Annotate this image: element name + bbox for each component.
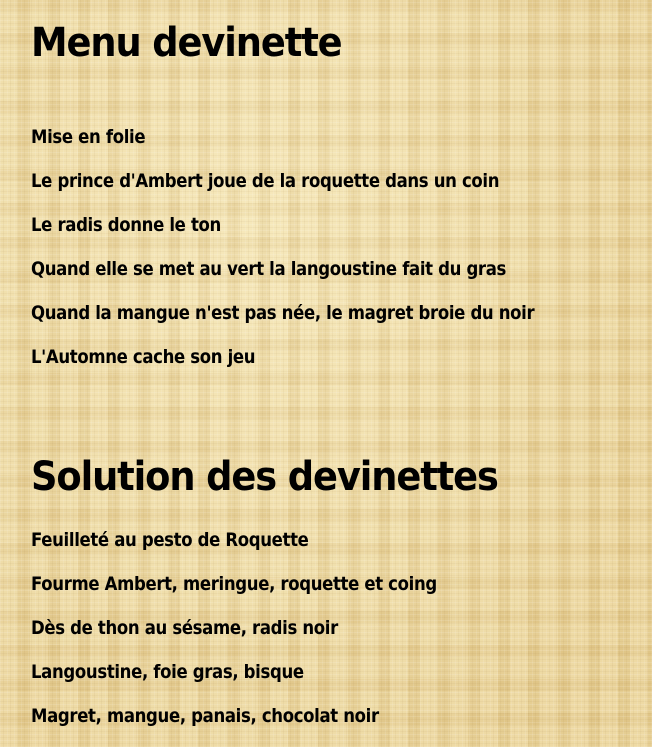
menu-riddle-item: Le radis donne le ton [31,214,221,236]
menu-riddle-item: Mise en folie [31,126,146,148]
menu-riddle-item: Le prince d'Ambert joue de la roquette dans un coin [31,170,500,192]
menu-riddle-item: Quand elle se met au vert la langoustine fait du gras [31,258,507,280]
menu-riddle-item: Quand la mangue n'est pas née, le magret broie du noir [31,302,535,324]
solution-list [31,527,498,747]
solution-item: Feuilleté au pesto de Roquette [31,529,309,551]
solution-item: Dès de thon au sésame, radis noir [31,617,338,639]
menu-riddle-item: L'Automne cache son jeu [31,346,256,368]
solutions-title: Solution des devinettes [31,454,498,500]
menu-title: Menu devinette [31,20,342,66]
menu-riddle-list [31,124,610,388]
solution-item: Magret, mangue, panais, chocolat noir [31,705,379,727]
solution-item: Langoustine, foie gras, bisque [31,661,304,683]
solution-item: Fourme Ambert, meringue, roquette et coing [31,573,437,595]
